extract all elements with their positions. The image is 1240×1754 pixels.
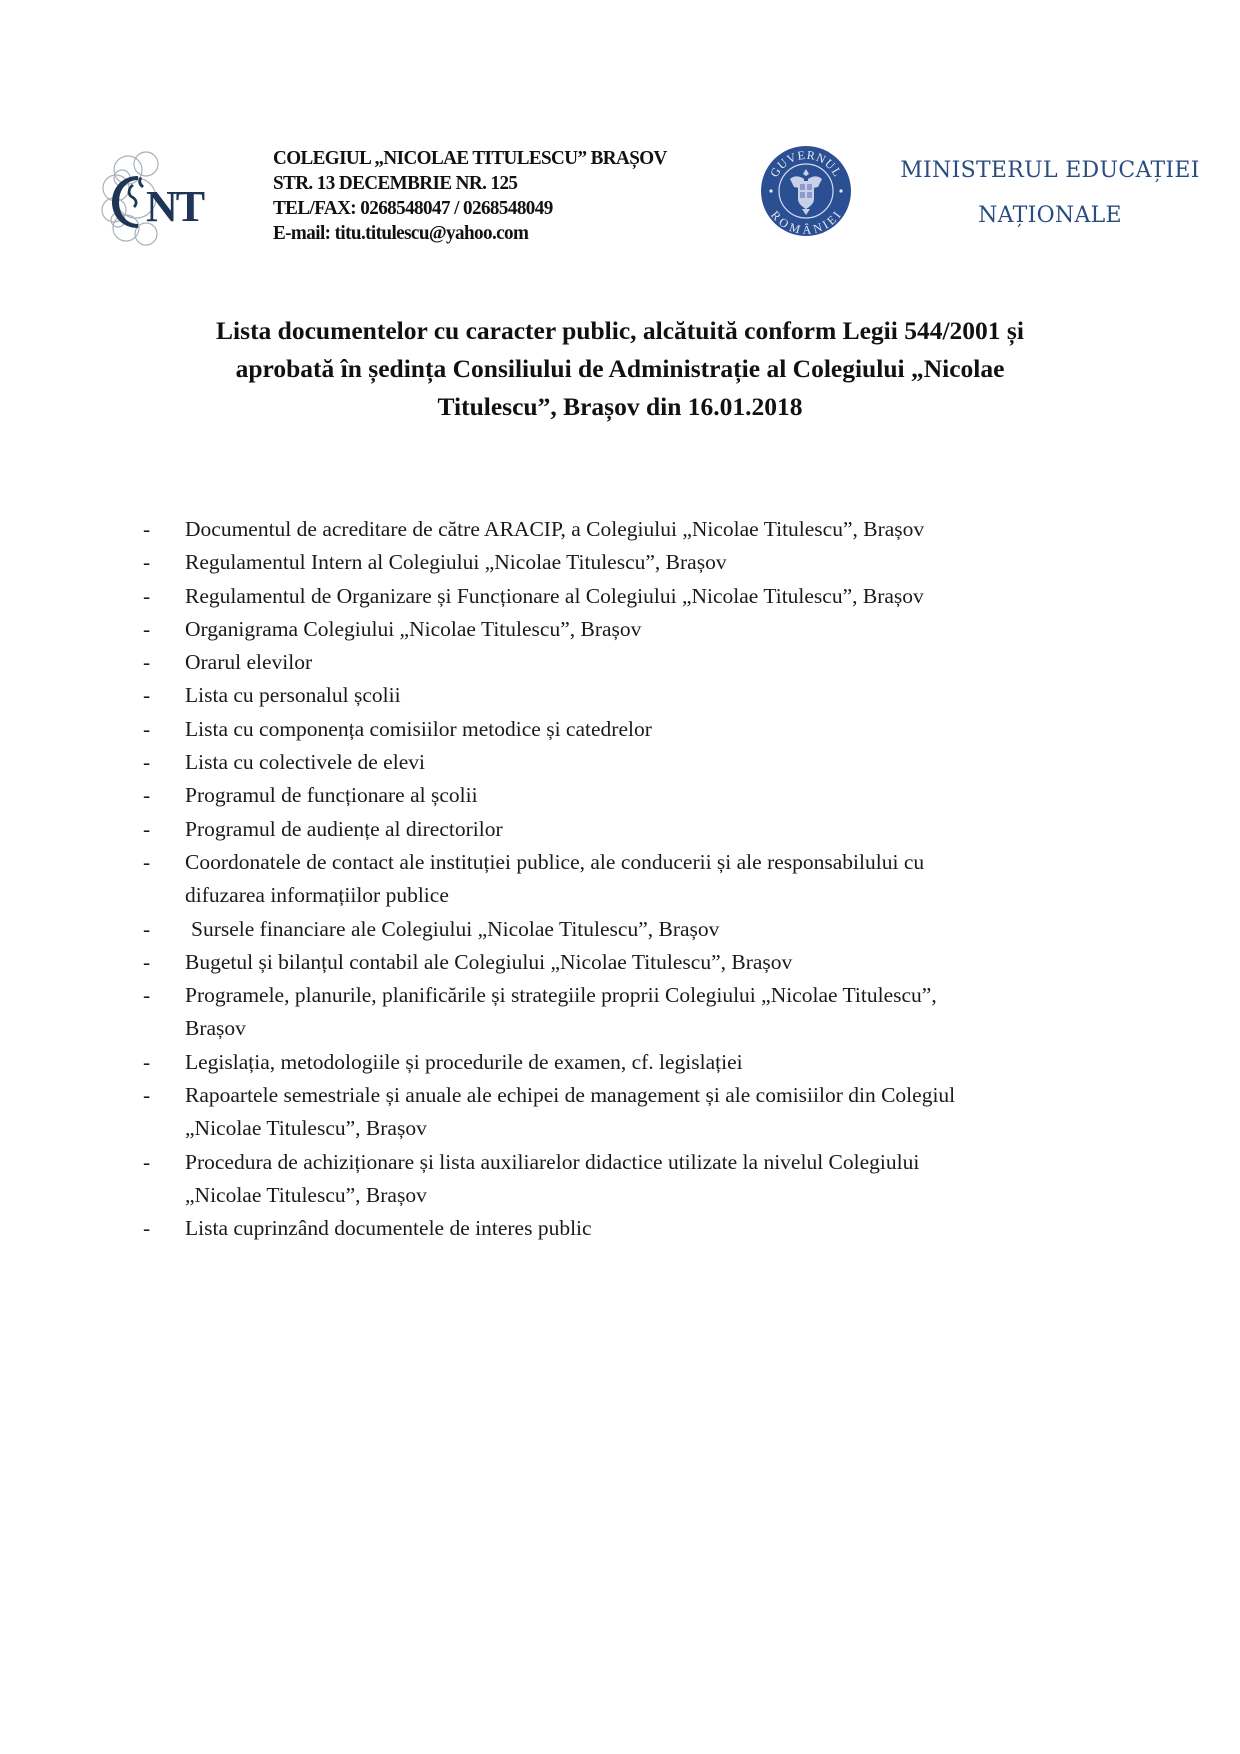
bullet-dash: -	[143, 716, 151, 741]
list-item	[143, 979, 1103, 1046]
list-item-text-continuation: „Nicolae Titulescu”, Brașov	[185, 1116, 427, 1141]
list-item	[143, 779, 1103, 812]
bullet-dash: -	[143, 816, 151, 841]
list-item-text: Regulamentul Intern al Colegiului „Nicolae Titulescu”, Brașov	[185, 550, 727, 575]
bullet-dash: -	[143, 1149, 151, 1174]
list-item	[143, 1146, 1103, 1213]
bullet-dash: -	[143, 949, 151, 974]
list-item-text: Documentul de acreditare de către ARACIP, a Colegiului „Nicolae Titulescu”, Brașov	[185, 517, 925, 541]
list-item-text: Lista cu personalul școlii	[185, 683, 401, 708]
svg-text:NT: NT	[146, 182, 204, 231]
list-item	[143, 1079, 1103, 1146]
school-logo	[98, 148, 230, 248]
bullet-dash: -	[143, 616, 151, 641]
list-item	[143, 713, 1103, 746]
list-item-text: Regulamentul de Organizare și Funcționare al Colegiului „Nicolae Titulescu”, Brașov	[185, 583, 924, 608]
bullet-dash: -	[143, 583, 151, 608]
list-item	[143, 813, 1103, 846]
school-phone-fax: TEL/FAX: 0268548047 / 0268548049	[273, 198, 553, 219]
list-item-text: Programul de funcționare al școlii	[185, 783, 478, 808]
list-item	[143, 746, 1103, 779]
list-item-text-continuation: Brașov	[185, 1016, 246, 1041]
school-email: E-mail: titu.titulescu@yahoo.com	[273, 223, 529, 244]
list-item-text: Legislația, metodologiile și procedurile de examen, cf. legislației	[185, 1049, 743, 1074]
list-item-text-continuation: „Nicolae Titulescu”, Brașov	[185, 1182, 427, 1207]
bullet-dash: -	[143, 1216, 151, 1241]
bullet-dash: -	[143, 683, 151, 708]
title-line-3: Titulescu”, Brașov din 16.01.2018	[437, 392, 803, 421]
ministry-heading	[880, 148, 1220, 238]
svg-text:GUVERNUL: GUVERNUL	[767, 147, 845, 180]
school-contact-block	[273, 146, 667, 246]
list-item	[143, 613, 1103, 646]
bullet-dash: -	[143, 983, 151, 1008]
government-seal	[760, 145, 852, 237]
ministry-line-1: MINISTERUL EDUCAȚIEI	[900, 158, 1200, 183]
cnt-monogram-icon	[98, 148, 230, 248]
list-item-text: Organigrama Colegiului „Nicolae Titulescu”, Brașov	[185, 616, 642, 641]
list-item	[143, 679, 1103, 712]
list-item-text-continuation: difuzarea informațiilor publice	[185, 883, 449, 908]
bullet-dash: -	[143, 1049, 151, 1074]
list-item	[143, 913, 1103, 946]
list-item	[143, 646, 1103, 679]
list-item	[143, 546, 1103, 579]
document-title	[130, 312, 1110, 426]
list-item	[143, 513, 1103, 546]
list-item	[143, 946, 1103, 979]
list-item	[143, 846, 1103, 913]
bullet-dash: -	[143, 750, 151, 775]
list-item-text: Programul de audiențe al directorilor	[185, 816, 503, 841]
list-item-text: Lista cuprinzând documentele de interes public	[185, 1216, 592, 1241]
svg-text:ROMÂNIEI: ROMÂNIEI	[768, 208, 845, 237]
bullet-dash: -	[143, 650, 151, 675]
list-item-text: Lista cu colectivele de elevi	[185, 750, 425, 775]
bullet-dash: -	[143, 550, 151, 575]
title-line-1: Lista documentelor cu caracter public, alcătuită conform Legii 544/2001 și	[216, 316, 1024, 345]
bullet-dash: -	[143, 517, 151, 541]
bullet-dash: -	[143, 1083, 151, 1108]
bullet-dash: -	[143, 916, 151, 941]
list-item-text: Rapoartele semestriale și anuale ale echipei de management și ale comisiilor din Colegiul	[185, 1083, 956, 1108]
list-item-text: Sursele financiare ale Colegiului „Nicolae Titulescu”, Brașov	[191, 916, 720, 941]
list-item	[143, 1046, 1103, 1079]
list-item-text: Lista cu componența comisiilor metodice și catedrelor	[185, 716, 652, 741]
list-item	[143, 580, 1103, 613]
romanian-coat-of-arms-icon	[760, 145, 852, 237]
school-address: STR. 13 DECEMBRIE NR. 125	[273, 173, 518, 194]
bullet-dash: -	[143, 783, 151, 808]
school-name: COLEGIUL „NICOLAE TITULESCU” BRAȘOV	[273, 148, 667, 169]
list-item-text: Bugetul și bilanțul contabil ale Colegiului „Nicolae Titulescu”, Brașov	[185, 949, 793, 974]
list-item-text: Programele, planurile, planificările și strategiile proprii Colegiului „Nicolae Titulescu”,	[185, 983, 937, 1008]
title-line-2: aprobată în ședința Consiliului de Administrație al Colegiului „Nicolae	[235, 354, 1005, 383]
public-documents-list	[143, 513, 1103, 1246]
list-item-text: Procedura de achiziționare și lista auxiliarelor didactice utilizate la nivelul Colegiului	[185, 1149, 920, 1174]
list-item	[143, 1212, 1103, 1245]
bullet-dash: -	[143, 849, 151, 874]
list-item-text: Orarul elevilor	[185, 650, 313, 675]
ministry-line-2: NAȚIONALE	[978, 203, 1122, 228]
list-item-text: Coordonatele de contact ale instituției publice, ale conducerii și ale responsabilului cu	[185, 849, 925, 874]
